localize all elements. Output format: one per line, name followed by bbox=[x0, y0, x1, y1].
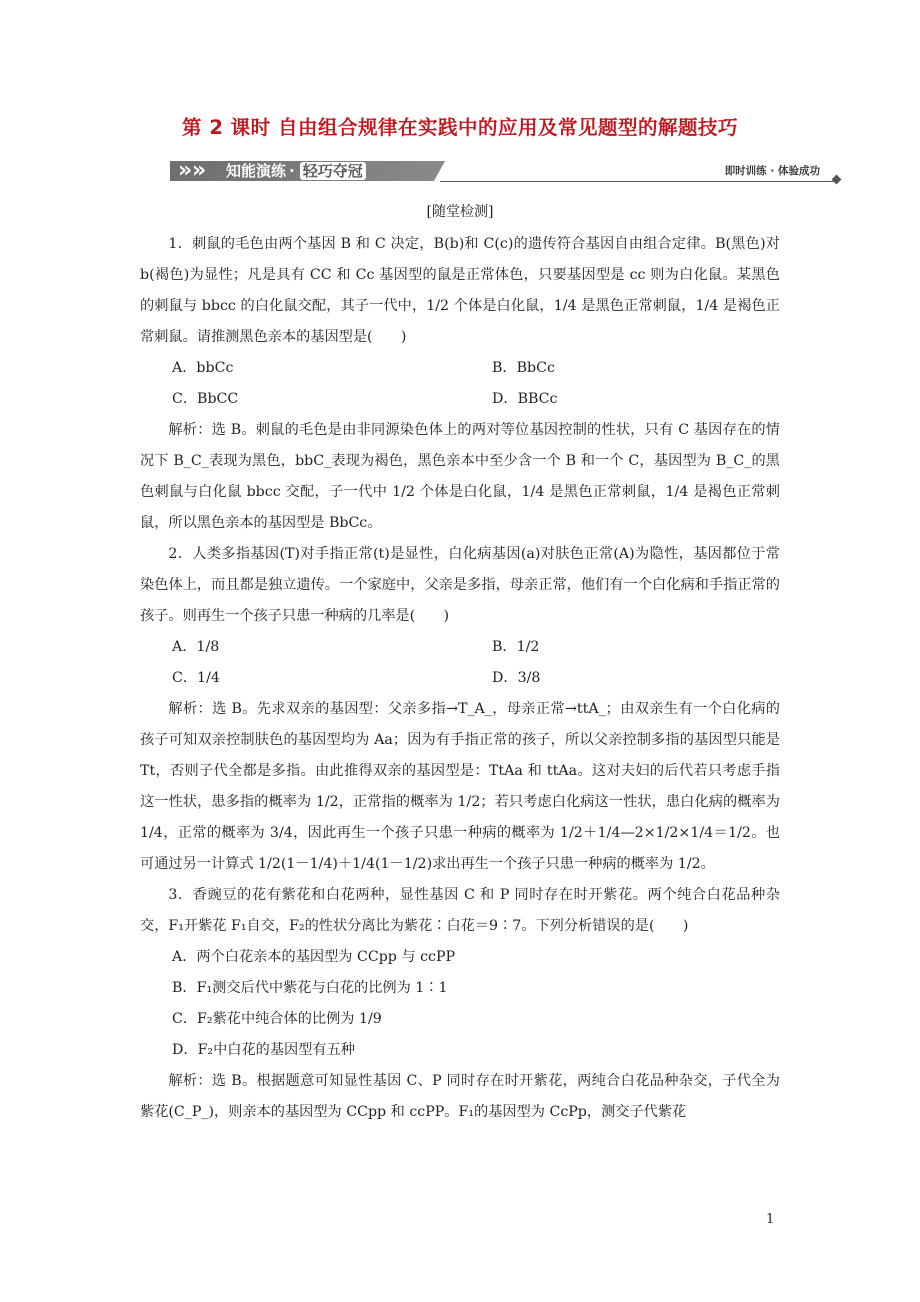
option-item: B．BbCc bbox=[492, 360, 555, 376]
chevron-right-icon: » bbox=[178, 158, 193, 183]
banner-label bbox=[226, 162, 366, 180]
option-item: A．两个白花亲本的基因型为 CCpp 与 ccPP bbox=[172, 949, 456, 965]
question-stem: 1．刺鼠的毛色由两个基因 B 和 C 决定，B(b)和 C(c)的遗传符合基因自由组合定律。B(黑色)对 b(褐色)为显性；凡是具有 CC 和 Cc 基因型的鼠是正常体色，只要基因型是 cc 则为白化鼠。某黑色的刺鼠与 bbcc 的白化鼠交配，其子一代中，1/2 个体是白化鼠，1/4 是黑色正常刺鼠，1/4 是褐色正常刺鼠。请推测黑色亲本的基因型是( ) bbox=[140, 236, 780, 345]
banner-right-text: 即时训练 · 体验成功 bbox=[724, 165, 820, 177]
option-item: C．BbCC bbox=[172, 391, 239, 407]
chevron-right-icon: » bbox=[192, 158, 207, 183]
option-item: C．1/4 bbox=[172, 670, 220, 686]
option-item: B．1/2 bbox=[492, 639, 540, 655]
section-label: [随堂检测] bbox=[426, 204, 494, 220]
page-title: 第 2 课时 自由组合规律在实践中的应用及常见题型的解题技巧 bbox=[182, 116, 738, 139]
answer-analysis: 解析：选 B。刺鼠的毛色是由非同源染色体上的两对等位基因控制的性状，只有 C 基因存在的情况下 B_C_表现为黑色，bbC_表现为褐色，黑色亲本中至少含一个 B 和一个 C，基因型为 B_C_的黑色刺鼠与白化鼠 bbcc 交配，子一代中 1/2 个体是白化鼠，1/4 是黑色正常刺鼠，1/4 是褐色正常刺鼠，所以黑色亲本的基因型是 BbCc。 bbox=[140, 422, 780, 531]
question-stem: 3．香豌豆的花有紫花和白花两种，显性基因 C 和 P 同时存在时开紫花。两个纯合白花品种杂交，F₁开紫花 F₁自交，F₂的性状分离比为紫花∶白花＝9∶7。下列分析错误的是( ) bbox=[140, 887, 780, 934]
page-number: 1 bbox=[766, 1212, 775, 1227]
option-item: D．F₂中白花的基因型有五种 bbox=[172, 1042, 355, 1058]
banner-divider bbox=[440, 181, 838, 182]
banner-badge: 轻巧夺冠 bbox=[300, 162, 366, 180]
question-list bbox=[140, 229, 780, 1128]
diamond-icon bbox=[832, 175, 842, 185]
banner-dot: · bbox=[289, 162, 295, 180]
question-stem: 2．人类多指基因(T)对手指正常(t)是显性，白化病基因(a)对肤色正常(A)为隐性，基因都位于常染色体上，而且都是独立遗传。一个家庭中，父亲是多指，母亲正常，他们有一个白化病和手指正常的孩子。则再生一个孩子只患一种病的几率是( ) bbox=[140, 546, 780, 624]
option-row bbox=[140, 663, 780, 694]
option-row bbox=[140, 384, 780, 415]
banner-main-label: 知能演练 bbox=[226, 162, 287, 180]
option-row bbox=[140, 632, 780, 663]
option-item: C．F₂紫花中纯合体的比例为 1/9 bbox=[172, 1011, 382, 1027]
option-item: A．bbCc bbox=[172, 360, 234, 376]
option-item: A．1/8 bbox=[172, 639, 220, 655]
option-item: B．F₁测交后代中紫花与白花的比例为 1∶1 bbox=[172, 980, 448, 996]
option-item: D．BBCc bbox=[492, 391, 558, 407]
answer-analysis: 解析：选 B。先求双亲的基因型：父亲多指→T_A_，母亲正常→ttA_；由双亲生有一个白化病的孩子可知双亲控制肤色的基因型均为 Aa；因为有手指正常的孩子，所以父亲控制多指的基因型只能是 Tt，否则子代全都是多指。由此推得双亲的基因型是：TtAa 和 ttAa。这对夫妇的后代若只考虑手指这一性状，患多指的概率为 1/2，正常指的概率为 1/2；若只考虑白化病这一性状，患白化病的概率为 1/4，正常的概率为 3/4，因此再生一个孩子只患一种病的概率为 1/2＋1/4—2×1/2×1/4＝1/2。也可通过另一计算式 1/2(1－1/4)＋1/4(1－1/2)求出再生一个孩子只患一种病的概率为 1/2。 bbox=[140, 701, 780, 872]
section-banner bbox=[170, 158, 842, 184]
option-row bbox=[140, 353, 780, 384]
option-item: D．3/8 bbox=[492, 670, 541, 686]
answer-analysis: 解析：选 B。根据题意可知显性基因 C、P 同时存在时开紫花，两纯合白花品种杂交，子代全为紫花(C_P_)，则亲本的基因型为 CCpp 和 ccPP。F₁的基因型为 CcPp，测交子代紫花 bbox=[140, 1073, 780, 1120]
